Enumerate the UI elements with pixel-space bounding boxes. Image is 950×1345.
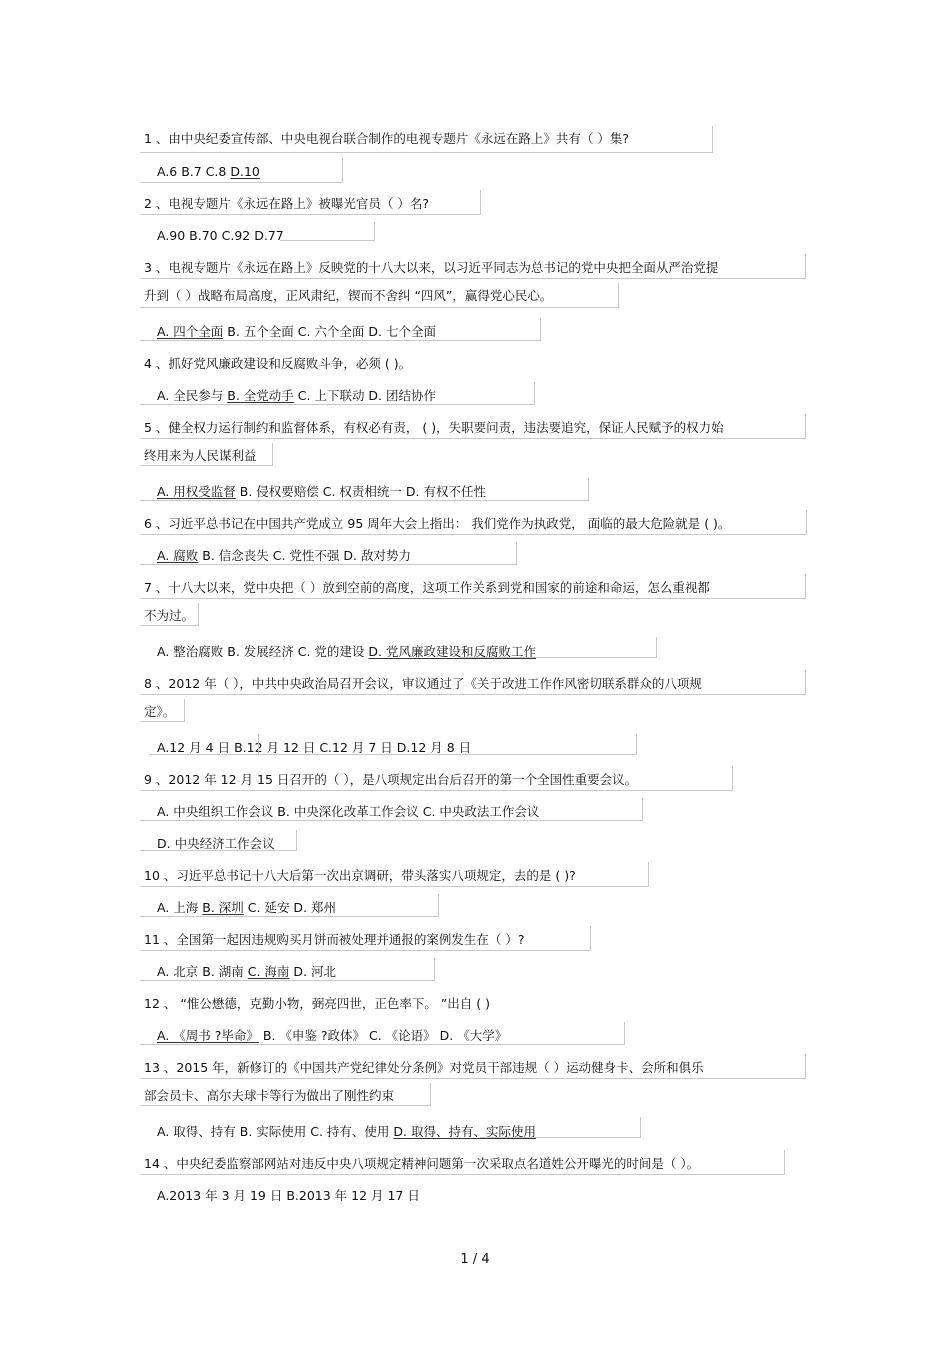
question-8-frame bbox=[140, 670, 806, 695]
options-text: A. 整治腐败 B. 发展经济 C. 党的建设 bbox=[157, 644, 369, 659]
question-5-options-frame bbox=[140, 478, 589, 501]
question-5-frame-2 bbox=[140, 443, 273, 466]
question-13-answer-frame bbox=[480, 1117, 641, 1138]
answer-underlined: D.10 bbox=[230, 164, 260, 179]
options-text: A. 上海 bbox=[157, 900, 203, 915]
question-10-options-frame bbox=[140, 894, 439, 917]
options-text: A. 北京 B. 湖南 bbox=[157, 964, 248, 979]
answer-underlined: D. 中央经济工作会议 bbox=[157, 836, 275, 851]
question-6-frame bbox=[140, 510, 807, 535]
question-3-frame bbox=[140, 254, 806, 279]
question-7-frame bbox=[140, 574, 806, 599]
question-14-options: A.2013 年 3 月 19 日 B.2013 年 12 月 17 日 bbox=[157, 1188, 420, 1203]
question-11-text: 11 、全国第一起因违规购买月饼而被处理并通报的案例发生在（ ）? bbox=[144, 932, 525, 947]
question-9-frame bbox=[140, 766, 733, 791]
answer-underlined: A. 用权受监督 bbox=[157, 484, 236, 499]
answer-underlined: D. 党风廉政建设和反腐败工作 bbox=[368, 644, 536, 659]
answer-underlined: B. 全党动手 bbox=[227, 388, 294, 403]
answer-underlined: A.12 月 4 日 bbox=[157, 740, 231, 755]
options-text: D. 河北 bbox=[289, 964, 336, 979]
question-13-text-line-2: 部会员卡、高尔夫球卡等行为做出了刚性约束 bbox=[144, 1088, 395, 1103]
question-8-text-line-2: 定》。 bbox=[144, 704, 176, 719]
question-4-options-frame bbox=[140, 382, 535, 405]
question-1-text: 1 、由中央纪委宣传部、中央电视台联合制作的电视专题片《永远在路上》共有（ ）集? bbox=[144, 131, 630, 146]
options-text: B. 侵权要赔偿 C. 权责相统一 D. 有权不任性 bbox=[235, 484, 486, 499]
answer-underlined: C. 海南 bbox=[247, 964, 290, 979]
question-7-frame-2 bbox=[140, 603, 199, 626]
question-9-text: 9 、2012 年 12 月 15 日召开的（ ），是八项规定出台后召开的第一个全国性重要会议。 bbox=[144, 772, 638, 787]
answer-underlined: A. 腐败 bbox=[157, 548, 199, 563]
options-text: A. 取得、持有 B. 实际使用 C. 持有、使用 bbox=[157, 1124, 394, 1139]
question-2-frame bbox=[140, 190, 481, 215]
question-2-answer-blank bbox=[280, 222, 375, 241]
question-12-text: 12 、 “惟公懋德，克勤小物，弼亮四世，正色率下。 ”出自 ( ) bbox=[144, 996, 490, 1011]
question-13-frame-2 bbox=[140, 1083, 431, 1106]
question-3-options-frame bbox=[140, 318, 541, 341]
question-11-options-frame bbox=[140, 958, 435, 981]
options-text: B. 信念丧失 C. 党性不强 D. 敌对势力 bbox=[198, 548, 411, 563]
question-12-options-frame bbox=[140, 1022, 625, 1045]
page-number: 1 / 4 bbox=[460, 1252, 490, 1267]
question-1-frame bbox=[140, 126, 713, 153]
question-9-answer-frame bbox=[140, 830, 297, 851]
options-text: A.6 B.7 C.8 bbox=[157, 164, 231, 179]
question-13-frame bbox=[140, 1054, 806, 1079]
answer-underlined: A. 四个全面 bbox=[157, 324, 224, 339]
question-8-options-frame bbox=[260, 734, 637, 755]
question-8-frame-2 bbox=[140, 699, 185, 722]
question-5-text-line-2: 终用来为人民谋利益 bbox=[144, 448, 257, 463]
options-text: B. 《申鉴 ?政体》 C. 《论语》 D. 《大学》 bbox=[258, 1028, 508, 1043]
question-9-options: A. 中央组织工作会议 B. 中央深化改革工作会议 C. 中央政法工作会议 bbox=[157, 804, 540, 819]
question-8-text-line-1: 8 、2012 年（ ），中共中央政治局召开会议，审议通过了《关于改进工作作风密切联系群众的八项规 bbox=[144, 676, 702, 691]
question-5-text-line-1: 5 、健全权力运行制约和监督体系，有权必有责， ( )，失职要问责，违法要追究，保证人民赋予的权力始 bbox=[144, 420, 724, 435]
question-14-text: 14 、中央纪委监察部网站对违反中央八项规定精神问题第一次采取点名道姓公开曝光的时间是（ ）。 bbox=[144, 1156, 700, 1171]
question-5-frame bbox=[140, 414, 806, 439]
question-3-text-line-1: 3 、电视专题片《永远在路上》反映党的十八大以来，以习近平同志为总书记的党中央把全面从严治党提 bbox=[144, 260, 719, 275]
options-text: A. 全民参与 bbox=[157, 388, 228, 403]
options-text: C. 上下联动 D. 团结协作 bbox=[293, 388, 436, 403]
question-9-options-frame bbox=[140, 798, 643, 821]
options-text: C. 延安 D. 郑州 bbox=[243, 900, 336, 915]
options-text: B.12 月 12 日 C.12 月 7 日 D.12 月 8 日 bbox=[230, 740, 472, 755]
question-11-frame bbox=[140, 926, 591, 951]
question-3-text-line-2: 升到（ ）战略布局高度，正风肃纪，锲而不舍纠 “四风”，赢得党心民心。 bbox=[144, 288, 553, 303]
question-14-frame bbox=[140, 1150, 785, 1175]
question-3-frame-2 bbox=[140, 283, 619, 308]
answer-underlined: D. 取得、持有、实际使用 bbox=[393, 1124, 536, 1139]
question-2-text: 2 、电视专题片《永远在路上》被曝光官员（ ）名? bbox=[144, 196, 430, 211]
answer-underlined: A. 《周书 ?毕命》 bbox=[157, 1028, 259, 1043]
question-1-options-frame bbox=[140, 158, 343, 183]
question-7-text-line-2: 不为过。 bbox=[144, 608, 195, 623]
question-10-text: 10 、习近平总书记十八大后第一次出京调研，带头落实八项规定，去的是 ( )? bbox=[144, 868, 576, 883]
options-text: B. 五个全面 C. 六个全面 D. 七个全面 bbox=[223, 324, 436, 339]
question-8-answer-frame bbox=[150, 734, 259, 755]
answer-underlined: B. 深圳 bbox=[202, 900, 244, 915]
question-7-answer-frame bbox=[460, 637, 657, 658]
question-4-text: 4 、抓好党风廉政建设和反腐败斗争，必须 ( )。 bbox=[144, 356, 412, 371]
question-13-text-line-1: 13 、2015 年，新修订的《中国共产党纪律处分条例》对党员干部违规（ ）运动健身卡、会所和俱乐 bbox=[144, 1060, 704, 1075]
question-6-options-frame bbox=[140, 542, 517, 565]
question-7-text-line-1: 7 、十八大以来，党中央把（ ）放到空前的高度，这项工作关系到党和国家的前途和命运，怎么重视都 bbox=[144, 580, 710, 595]
question-6-text: 6 、习近平总书记在中国共产党成立 95 周年大会上指出： 我们党作为执政党， 面临的最大危险就是 ( )。 bbox=[144, 516, 731, 531]
question-2-options: A.90 B.70 C.92 D.77 bbox=[157, 228, 284, 243]
question-10-frame bbox=[140, 862, 649, 887]
